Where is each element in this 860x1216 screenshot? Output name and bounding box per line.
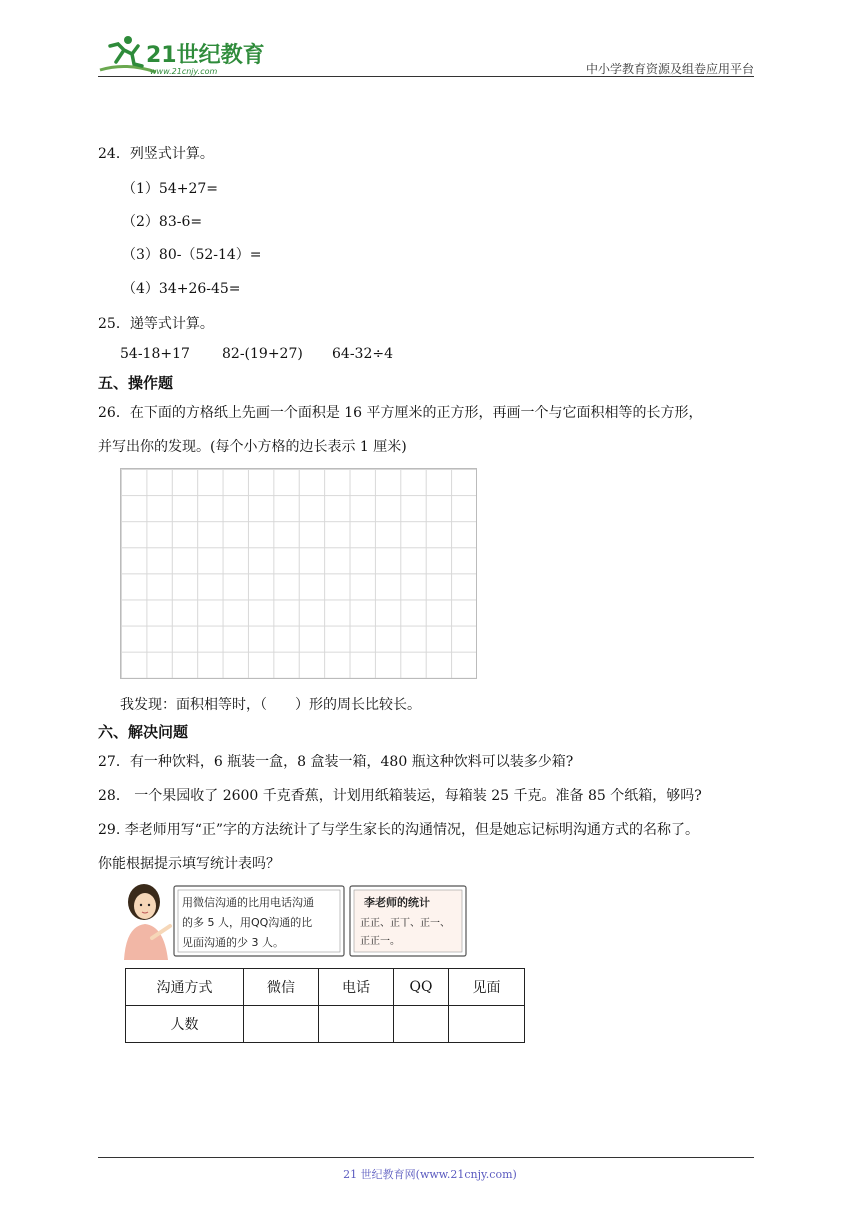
- q29-line-2: 你能根据提示填写统计表吗？: [98, 856, 280, 872]
- answer-cell-qq[interactable]: [394, 1006, 449, 1043]
- answer-cell-phone[interactable]: [319, 1006, 394, 1043]
- answer-cell-meet[interactable]: [449, 1006, 525, 1043]
- table-header-row: [126, 969, 525, 1006]
- table-row: [126, 1006, 525, 1043]
- tally-line-1: 正正、正丅、正一、: [360, 918, 450, 929]
- q24-item-4: （4）34+26-45=: [122, 281, 241, 297]
- speech-line-2: 的多 5 人，用QQ沟通的比: [182, 916, 313, 929]
- q26-line-1: 26．在下面的方格纸上先画一个面积是 16 平方厘米的正方形，再画一个与它面积相等的长方形，: [98, 405, 703, 421]
- q25-title: 25．递等式计算。: [98, 316, 214, 332]
- q24-item-1: （1）54+27=: [122, 181, 218, 197]
- teacher-figure-icon: [124, 884, 170, 960]
- header-divider: [98, 76, 754, 77]
- table-header-cell: 电话: [319, 969, 394, 1006]
- table-header-cell: 见面: [449, 969, 525, 1006]
- table-header-cell: 微信: [244, 969, 319, 1006]
- q26-finding: 我发现：面积相等时，（ ）形的周长比较长。: [120, 697, 421, 713]
- q24-item-2: （2）83-6=: [122, 214, 203, 230]
- footer-divider: [98, 1157, 754, 1158]
- q25-item-2: 82-(19+27): [222, 346, 303, 362]
- q25-item-1: 54-18+17: [120, 346, 190, 362]
- section-5-heading: 五、操作题: [98, 374, 174, 392]
- header-platform-text: 中小学教育资源及组卷应用平台: [585, 62, 754, 76]
- table-row-label: 人数: [126, 1006, 244, 1043]
- speech-line-3: 见面沟通的少 3 人。: [182, 936, 284, 949]
- q28-text: 28． 一个果园收了 2600 千克香蕉，计划用纸箱装运，每箱装 25 千克。准备 85 个纸箱，够吗?: [98, 788, 702, 804]
- table-header-cell: 沟通方式: [126, 969, 244, 1006]
- grid-paper[interactable]: [120, 468, 477, 679]
- tally-title: 李老师的统计: [364, 896, 430, 909]
- q27-text: 27．有一种饮料，6 瓶装一盒，8 盒装一箱，480 瓶这种饮料可以装多少箱?: [98, 754, 574, 770]
- section-6-heading: 六、解决问题: [98, 723, 189, 741]
- speech-line-1: 用微信沟通的比用电话沟通: [182, 896, 314, 909]
- q24-title: 24．列竖式计算。: [98, 146, 214, 162]
- tally-line-2: 正正一。: [360, 936, 400, 947]
- statistics-table: [125, 968, 525, 1043]
- table-header-cell: QQ: [394, 969, 449, 1006]
- logo-text: 21世纪教育: [146, 43, 265, 68]
- q24-item-3: （3）80-（52-14）=: [122, 247, 262, 263]
- site-logo: [96, 32, 266, 80]
- footer-text: 21 世纪教育网(www.21cnjy.com): [343, 1168, 517, 1181]
- q29-line-1: 29. 李老师用写“正”字的方法统计了与学生家长的沟通情况，但是她忘记标明沟通方式的名称了。: [98, 822, 700, 838]
- q25-item-3: 64-32÷4: [332, 346, 393, 362]
- q26-line-2: 并写出你的发现。(每个小方格的边长表示 1 厘米): [98, 439, 407, 455]
- teacher-illustration: [118, 882, 468, 960]
- logo-url: www.21cnjy.com: [150, 67, 218, 76]
- answer-cell-wechat[interactable]: [244, 1006, 319, 1043]
